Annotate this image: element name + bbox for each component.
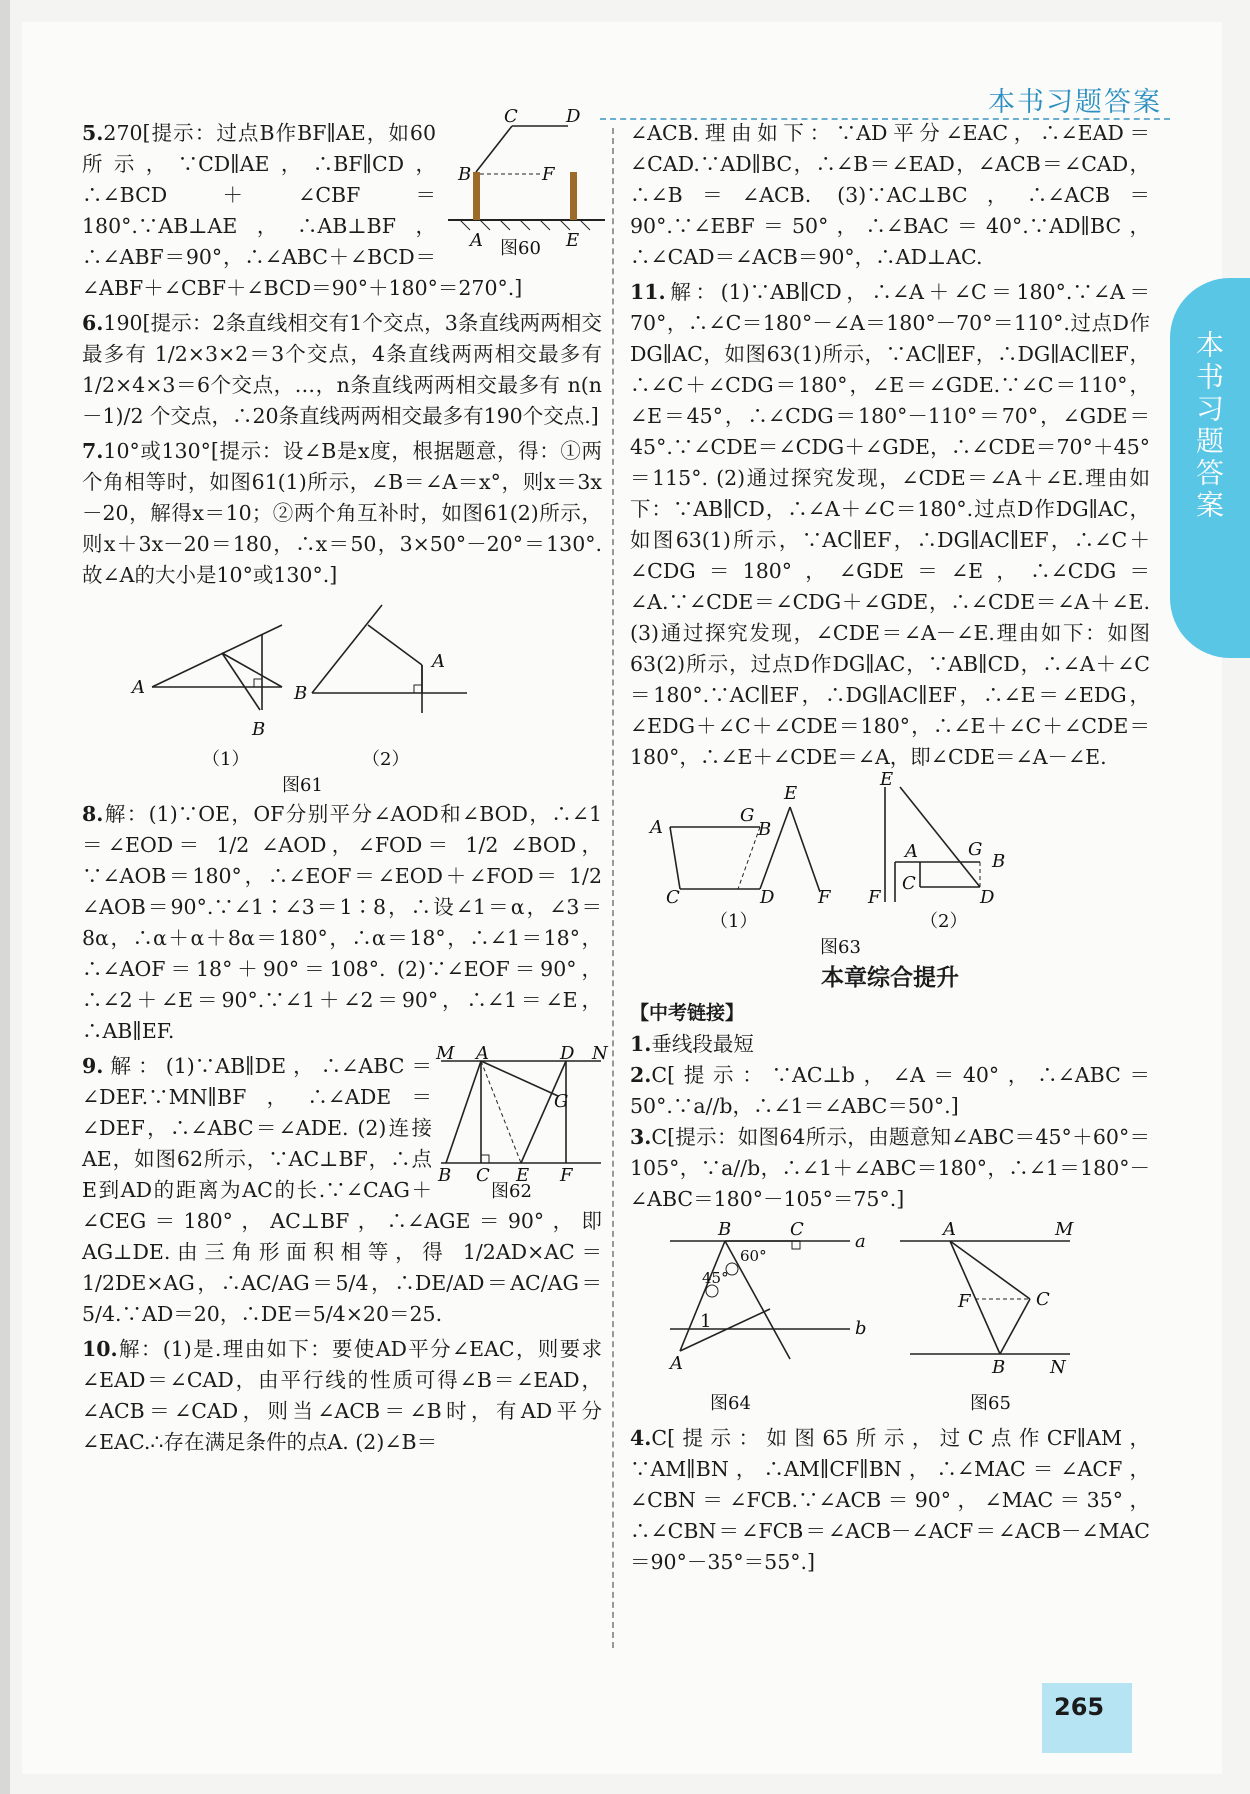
z4-number: 4. [630, 1426, 652, 1450]
fig65-label-c: C [1036, 1289, 1050, 1310]
page-binding [0, 0, 10, 1794]
fig62-label-d: D [560, 1043, 575, 1064]
fig63-label-d2: D [980, 887, 995, 908]
fig63-label-f2: F [868, 887, 881, 908]
exam-question-1 [630, 1029, 1150, 1060]
question-8 [82, 799, 602, 1047]
fig63-label-a2: A [905, 841, 918, 862]
fig60-label-c: C [504, 106, 518, 127]
q10-text: 解：(1)是.理由如下：要使AD平分∠EAC，则要求∠EAD＝∠CAD，由平行线的性质可得∠B＝∠EAD，∠ACB＝∠CAD，则当∠ACB＝∠B时，有AD平分∠EAC.∴存在满足条件的点A. (2)∠B＝ [82, 1337, 602, 1454]
fig64-label-1: 1 [700, 1311, 712, 1332]
question-11 [630, 277, 1150, 773]
q10-number: 10. [82, 1337, 118, 1361]
fig62-label-b: B [438, 1165, 452, 1186]
fig61-label-b2: B [294, 683, 308, 704]
fig61-label-b1: B [252, 719, 266, 740]
fig60-label-b: B [458, 164, 472, 185]
z1-number: 1. [630, 1032, 652, 1056]
fig64-label-a-line: a [855, 1231, 866, 1252]
fig63-label-f1: F [818, 887, 831, 908]
z3-text: C[提示：如图64所示，由题意知∠ABC＝45°＋60°＝105°，∵a//b，∴∠1＋∠ABC＝180°，∴∠1＝180°－∠ABC＝180°－105°＝75°.] [630, 1125, 1150, 1211]
fig63-label-e2: E [880, 769, 894, 790]
fig63-label-g1: G [740, 805, 755, 826]
fig63-label-c1: C [666, 887, 680, 908]
z1-text: 垂线段最短 [651, 1032, 754, 1056]
fig64-label-c: C [790, 1219, 804, 1240]
left-column [82, 106, 608, 1458]
column-divider [612, 128, 614, 1648]
fig65-label-b: B [992, 1357, 1006, 1378]
fig60-label-d: D [566, 106, 581, 127]
q8-text: 解：(1)∵OE，OF分别平分∠AOD和∠BOD，∴∠1＝∠EOD＝ 1/2 ∠AOD，∠FOD＝ 1/2 ∠BOD，∵∠AOB＝180°，∴∠EOF＝∠EOD＋∠FOD＝ 1/2 ∠AOB＝90°.∵∠1∶∠3＝1∶8，∴设∠1＝α，∠3＝8α，∴α＋α＋8α＝180°，∴α＝18°，∴∠1＝18°，∴∠AOF＝18°＋90°＝108°. (2)∵∠EOF＝90°，∴∠2＋∠E＝90°.∵∠1＋∠2＝90°，∴∠1＝∠E，∴AB∥EF. [82, 802, 602, 1043]
figure-62 [436, 1043, 608, 1202]
fig62-label-e: E [516, 1165, 530, 1186]
fig64-label-b: B [718, 1219, 732, 1240]
fig65-label-m: M [1055, 1219, 1074, 1240]
exam-link-tag: 【中考链接】 [630, 1002, 745, 1024]
fig61-label-a1: A [132, 677, 145, 698]
page-header: 本书习题答案 [988, 87, 1162, 118]
fig64-label-45: 45° [702, 1269, 729, 1287]
q8-number: 8. [82, 802, 104, 826]
fig62-label-f: F [560, 1165, 573, 1186]
figure-64-65 [630, 1219, 1150, 1419]
fig61-sub2: （2） [362, 749, 410, 770]
exam-question-3 [630, 1122, 1150, 1215]
fig63-sub1: （1） [710, 911, 758, 932]
figure-63 [630, 769, 1150, 958]
q7-text: 10°或130°[提示：设∠B是x度，根据题意，得：①两个角相等时，如图61(1)所示，∠B＝∠A＝x°，则x＝3x－20，解得x＝10；②两个角互补时，如图61(2)所示，则x＋3x－20＝180，∴x＝50，3×50°－20°＝130°.故∠A的大小是10°或130°.] [82, 439, 602, 587]
fig61-caption: 图61 [282, 775, 323, 796]
fig63-caption: 图63 [820, 937, 861, 958]
fig65-label-n: N [1050, 1357, 1066, 1378]
q11-text: 解：(1)∵AB∥CD，∴∠A＋∠C＝180°.∵∠A＝70°，∴∠C＝180°－∠A＝180°－70°＝110°.过点D作DG∥AC，如图63(1)所示，∵AC∥EF，∴DG∥AC∥EF，∴∠C＋∠CDG＝180°，∠E＝∠GDE.∵∠C＝110°，∠E＝45°，∴∠CDG＝180°－110°＝70°，∠GDE＝45°.∵∠CDE＝∠CDG＋∠GDE，∴∠CDE＝70°＋45°＝115°. (2)通过探究发现，∠CDE＝∠A＋∠E.理由如下：∵AB∥CD，∴∠A＋∠C＝180°.过点D作DG∥AC，如图63(1)所示，∵AC∥EF，∴DG∥AC∥EF，∴∠C＋∠CDG＝180°，∠GDE＝∠E，∴∠CDG＝∠A.∵∠CDE＝∠CDG＋∠GDE，∴∠CDE＝∠A＋∠E. (3)通过探究发现，∠CDE＝∠A－∠E.理由如下：如图63(2)所示，过点D作DG∥AC，∵AB∥CD，∴∠A＋∠C＝180°.∵AC∥EF，∴DG∥AC∥EF，∴∠E＝∠EDG，∠EDG＋∠C＋∠CDE＝180°，∴∠E＋∠C＋∠CDE＝180°，∴∠E＋∠CDE＝∠A，即∠CDE＝∠A－∠E. [630, 280, 1150, 769]
question-9 [82, 1043, 608, 1330]
fig62-label-g: G [554, 1091, 569, 1112]
fig63-sub2: （2） [920, 911, 968, 932]
fig61-label-a2: A [432, 651, 445, 672]
fig63-label-d1: D [760, 887, 775, 908]
q5-text: 270[提示：过点B作BF∥AE，如60所示，∵CD∥AE，∴BF∥CD，∴∠BCD＋∠CBF＝180°.∵AB⊥AE，∴AB⊥BF，∴∠ABF＝90°，∴∠ABC＋∠BCD＝∠ABF＋∠CBF＋∠BCD＝90°＋180°＝270°.] [82, 121, 523, 300]
z3-number: 3. [630, 1125, 652, 1149]
exam-question-4 [630, 1423, 1150, 1578]
question-7 [82, 436, 602, 591]
q6-text: 190[提示：2条直线相交有1个交点，3条直线两两相交最多有 1/2×3×2＝3个交点，4条直线两两相交最多有 1/2×4×3＝6个交点，…，n条直线两两相交最多有 n(n－1)/2 个交点，∴20条直线两两相交最多有190个交点.] [82, 311, 602, 428]
fig65-label-f: F [958, 1291, 971, 1312]
page-number: 265 [1054, 1693, 1105, 1721]
side-tab-label: 本书习题答案 [1192, 330, 1225, 522]
fig60-label-a: A [470, 230, 483, 251]
right-column [630, 118, 1150, 1578]
fig65-caption: 图65 [970, 1393, 1011, 1414]
fig60-label-f: F [542, 164, 555, 185]
fig60-caption: 图60 [500, 238, 541, 259]
fig62-label-m: M [436, 1043, 455, 1064]
q7-number: 7. [82, 439, 104, 463]
question-10 [82, 1334, 602, 1458]
fig64-caption: 图64 [710, 1393, 751, 1414]
fig63-label-b2: B [992, 851, 1006, 872]
fig62-label-c: C [476, 1165, 490, 1186]
q11-number: 11. [630, 280, 666, 304]
fig64-label-60: 60° [740, 1247, 767, 1265]
figure-61 [82, 595, 602, 795]
q9-text: 解：(1)∵AB∥DE，∴∠ABC＝∠DEF.∵MN∥BF，∴∠ADE＝∠DEF，∴∠ABC＝∠ADE. (2)连接AE，如图62所示，∵AC⊥BF，∴点E到AD的距离为AC的长.∵∠CAG＋∠CEG＝180°，AC⊥BF，∴∠AGE＝90°，即AG⊥DE.由三角形面积相等，得 1/2AD×AC＝1/2DE×AG，∴AC/AG＝5/4，∴DE/AD＝AC/AG＝5/4.∵AD＝20，∴DE＝5/4×20＝25. [82, 1054, 602, 1326]
fig65-label-a: A [943, 1219, 956, 1240]
fig64-label-a: A [670, 1353, 683, 1374]
fig64-label-b-line: b [855, 1318, 867, 1339]
question-5 [82, 106, 602, 304]
z2-text: C[提示：∵AC⊥b，∠A＝40°，∴∠ABC＝50°.∵a//b，∴∠1＝∠ABC＝50°.] [630, 1063, 1150, 1118]
q9-number: 9. [82, 1054, 104, 1078]
section-title: 本章综合提升 [821, 965, 959, 991]
question-6 [82, 308, 602, 432]
question-10-continued: ∠ACB.理由如下：∵AD平分∠EAC，∴∠EAD＝∠CAD.∵AD∥BC，∴∠B＝∠EAD，∠ACB＝∠CAD，∴∠B＝∠ACB. (3)∵AC⊥BC，∴∠ACB＝90°.∵∠EBF＝50°，∴∠BAC＝40°.∵AD∥BC，∴∠CAD＝∠ACB＝90°，∴AD⊥AC. [630, 121, 1150, 269]
fig63-label-g2: G [968, 839, 983, 860]
fig63-label-b1: B [758, 819, 772, 840]
z2-number: 2. [630, 1063, 652, 1087]
fig62-caption: 图62 [491, 1181, 532, 1202]
q5-number: 5. [82, 121, 104, 145]
exam-question-2 [630, 1060, 1150, 1122]
z4-text: C[提示：如图65所示，过C点作CF∥AM，∵AM∥BN，∴AM∥CF∥BN，∴∠MAC＝∠ACF，∠CBN＝∠FCB.∵∠ACB＝90°，∠MAC＝35°，∴∠CBN＝∠FCB＝∠ACB－∠ACF＝∠ACB－∠MAC＝90°－35°＝55°.] [630, 1426, 1150, 1574]
fig61-sub1: （1） [202, 749, 250, 770]
fig63-label-e1: E [784, 783, 798, 804]
fig60-label-e: E [566, 230, 580, 251]
fig62-label-a: A [476, 1043, 489, 1064]
figure-60 [440, 106, 610, 272]
fig63-label-a1: A [650, 817, 663, 838]
fig62-label-n: N [592, 1043, 608, 1064]
q6-number: 6. [82, 311, 104, 335]
page-number-box [1042, 1683, 1132, 1753]
fig63-label-c2: C [902, 873, 916, 894]
